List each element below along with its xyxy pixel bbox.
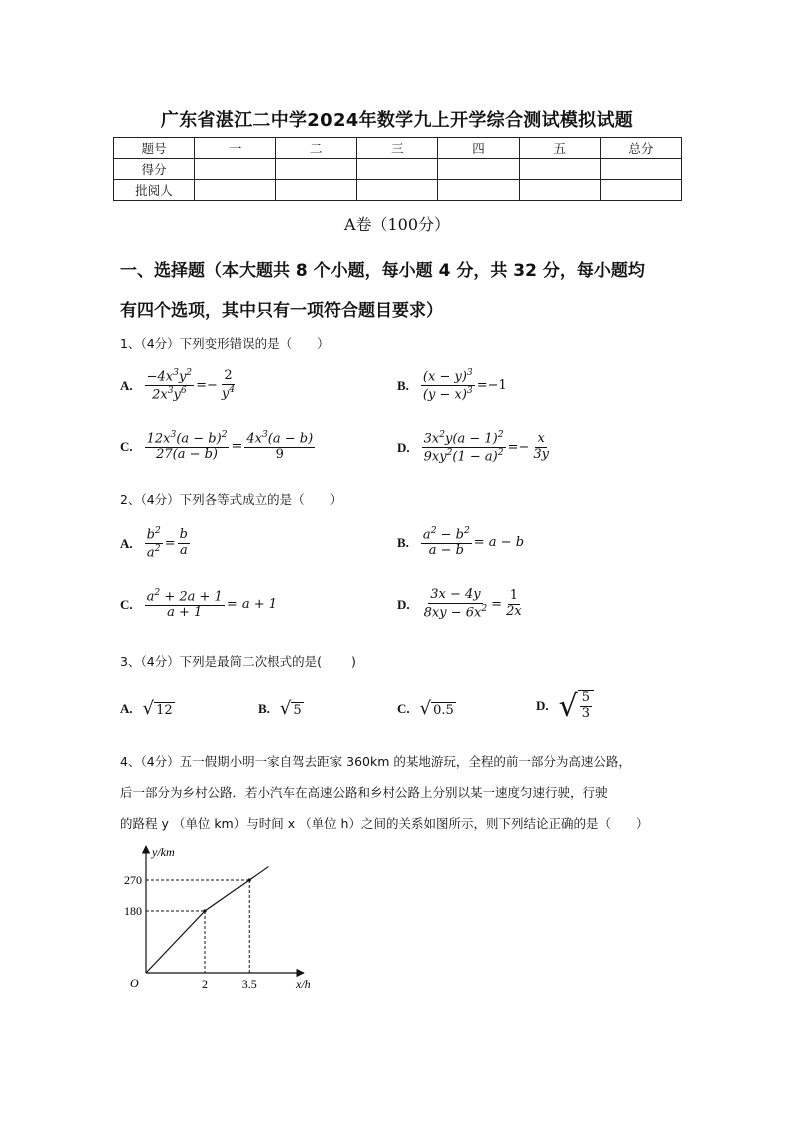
table-cell: 四: [438, 138, 519, 159]
math-fraction: $\frac{(x - y)^3}{(y - x)^3}$: [422, 368, 473, 403]
q4-line3: 的路程 y （单位 km）与时间 x （单位 h）之间的关系如图所示，则下列结论正确的是（ ）: [120, 816, 649, 831]
q3-option-d[interactable]: [536, 690, 594, 722]
table-cell: 得分: [114, 159, 195, 180]
option-label: B.: [258, 701, 270, 716]
table-cell[interactable]: [276, 159, 357, 180]
table-cell: 一: [195, 138, 276, 159]
x-axis-label: x/h: [296, 977, 311, 991]
option-label: B.: [397, 534, 409, 550]
q2-stem: 2、（4分）下列各等式成立的是（ ）: [120, 492, 343, 507]
math-sqrt: √ 5: [279, 698, 302, 719]
table-cell[interactable]: [600, 180, 681, 201]
origin-label: O: [130, 976, 139, 990]
option-label: D.: [397, 439, 410, 455]
option-label: B.: [397, 377, 409, 393]
q1-option-b[interactable]: B. $\frac{(x - y)^3}{(y - x)^3}$ =−1: [397, 368, 507, 403]
q3-option-b[interactable]: [258, 700, 304, 718]
table-cell[interactable]: [195, 159, 276, 180]
table-cell: 五: [519, 138, 600, 159]
q1-option-c[interactable]: C. $\frac{12x^3(a - b)^2}{27(a - b)}$ = $\frac{4x^3(a - b)}{9}$: [120, 430, 314, 463]
q4-line2: 后一部分为乡村公路．若小汽车在高速公路和乡村公路上分别以某一速度匀速行驶，行驶: [120, 785, 608, 800]
q1-stem: 1、（4分）下列变形错误的是（ ）: [120, 336, 330, 351]
math-fraction: $\frac{1}{2x}$: [506, 588, 522, 620]
math-sqrt: √ 0.5: [419, 698, 454, 719]
table-cell[interactable]: [600, 159, 681, 180]
data-point: [203, 909, 206, 912]
math-fraction: $\frac{b^2}{a^2}$: [146, 526, 161, 561]
series-line: [146, 867, 268, 973]
math-fraction: $\frac{4x^3(a - b)}{9}$: [246, 430, 314, 463]
q3-stem: 3、（4分）下列是最简二次根式的是( ): [120, 654, 356, 669]
q4-line1: 4、（4分）五一假期小明一家自驾去距家 360km 的某地游玩，全程的前一部分为高速公路，: [120, 754, 631, 769]
section-heading-line2: 有四个选项，其中只有一项符合题目要求）: [120, 301, 443, 321]
table-row: [114, 138, 682, 159]
table-row: [114, 180, 682, 201]
option-label: A.: [120, 377, 133, 393]
q3-option-a[interactable]: [120, 700, 175, 718]
table-cell[interactable]: [357, 180, 438, 201]
table-cell[interactable]: [438, 159, 519, 180]
table-cell[interactable]: [438, 180, 519, 201]
q1-option-a[interactable]: A. $\frac{-4x^3y^2}{2x^3y^6}$ =− $\frac{2}{y^4}$: [120, 368, 236, 403]
q2-option-d[interactable]: D. $\frac{3x - 4y}{8xy - 6x^2}$ = $\frac{1}{2x}$: [397, 587, 522, 621]
option-label: A.: [120, 701, 133, 716]
y-axis-label: y/km: [152, 845, 175, 859]
option-label: C.: [120, 438, 133, 454]
table-cell[interactable]: [519, 159, 600, 180]
math-fraction: $\frac{3x - 4y}{8xy - 6x^2}$: [423, 587, 488, 621]
section-heading-line1: 一、选择题（本大题共 8 个小题，每小题 4 分，共 32 分，每小题均: [120, 261, 645, 281]
math-fraction: $\frac{12x^3(a - b)^2}{27(a - b)}$: [146, 430, 228, 463]
q1-option-d[interactable]: D. $\frac{3x^2y(a - 1)^2}{9xy^2(1 - a)^2}$ =− $\frac{x}{3y}$: [397, 430, 549, 465]
math-fraction: $\frac{2}{y^4}$: [221, 368, 236, 402]
math-sqrt: √ 12: [142, 698, 173, 719]
table-cell[interactable]: [276, 180, 357, 201]
table-cell: 二: [276, 138, 357, 159]
math-fraction: $\frac{a^2 + 2a + 1}{a + 1}$: [146, 588, 223, 621]
distance-time-chart: [110, 840, 340, 1000]
table-cell: 题号: [114, 138, 195, 159]
option-label: C.: [120, 596, 133, 612]
y-tick-label: 180: [124, 904, 142, 918]
option-label: D.: [536, 697, 549, 713]
table-cell: 三: [357, 138, 438, 159]
math-fraction: $\frac{a^2 - b^2}{a - b}$: [422, 526, 470, 559]
x-tick-label: 2: [202, 977, 208, 991]
q2-option-c[interactable]: C. $\frac{a^2 + 2a + 1}{a + 1}$ = a + 1: [120, 588, 278, 621]
q3-option-c[interactable]: [397, 700, 456, 718]
score-table: [113, 137, 682, 201]
volume-heading: A卷（100分）: [343, 215, 451, 234]
table-cell: 总分: [600, 138, 681, 159]
math-sqrt: √ $\frac{5}{3}$: [559, 690, 594, 722]
q2-option-a[interactable]: A. $\frac{b^2}{a^2}$ = $\frac{b}{a}$: [120, 526, 188, 561]
q2-option-b[interactable]: B. $\frac{a^2 - b^2}{a - b}$ = a − b: [397, 526, 525, 559]
table-cell[interactable]: [195, 180, 276, 201]
table-cell: 批阅人: [114, 180, 195, 201]
table-row: [114, 159, 682, 180]
data-point: [248, 878, 251, 881]
math-fraction: $\frac{x}{3y}$: [533, 431, 549, 463]
math-fraction: $\frac{3x^2y(a - 1)^2}{9xy^2(1 - a)^2}$: [423, 430, 504, 465]
page-title: 广东省湛江二中学2024年数学九上开学综合测试模拟试题: [160, 110, 634, 131]
option-label: C.: [397, 701, 410, 716]
math-fraction: $\frac{b}{a}$: [179, 527, 188, 559]
table-cell[interactable]: [519, 180, 600, 201]
math-fraction: $\frac{-4x^3y^2}{2x^3y^6}$: [146, 368, 193, 403]
option-label: D.: [397, 596, 410, 612]
table-cell[interactable]: [357, 159, 438, 180]
x-tick-label: 3.5: [241, 977, 257, 991]
option-label: A.: [120, 535, 133, 551]
y-tick-label: 270: [124, 873, 142, 887]
